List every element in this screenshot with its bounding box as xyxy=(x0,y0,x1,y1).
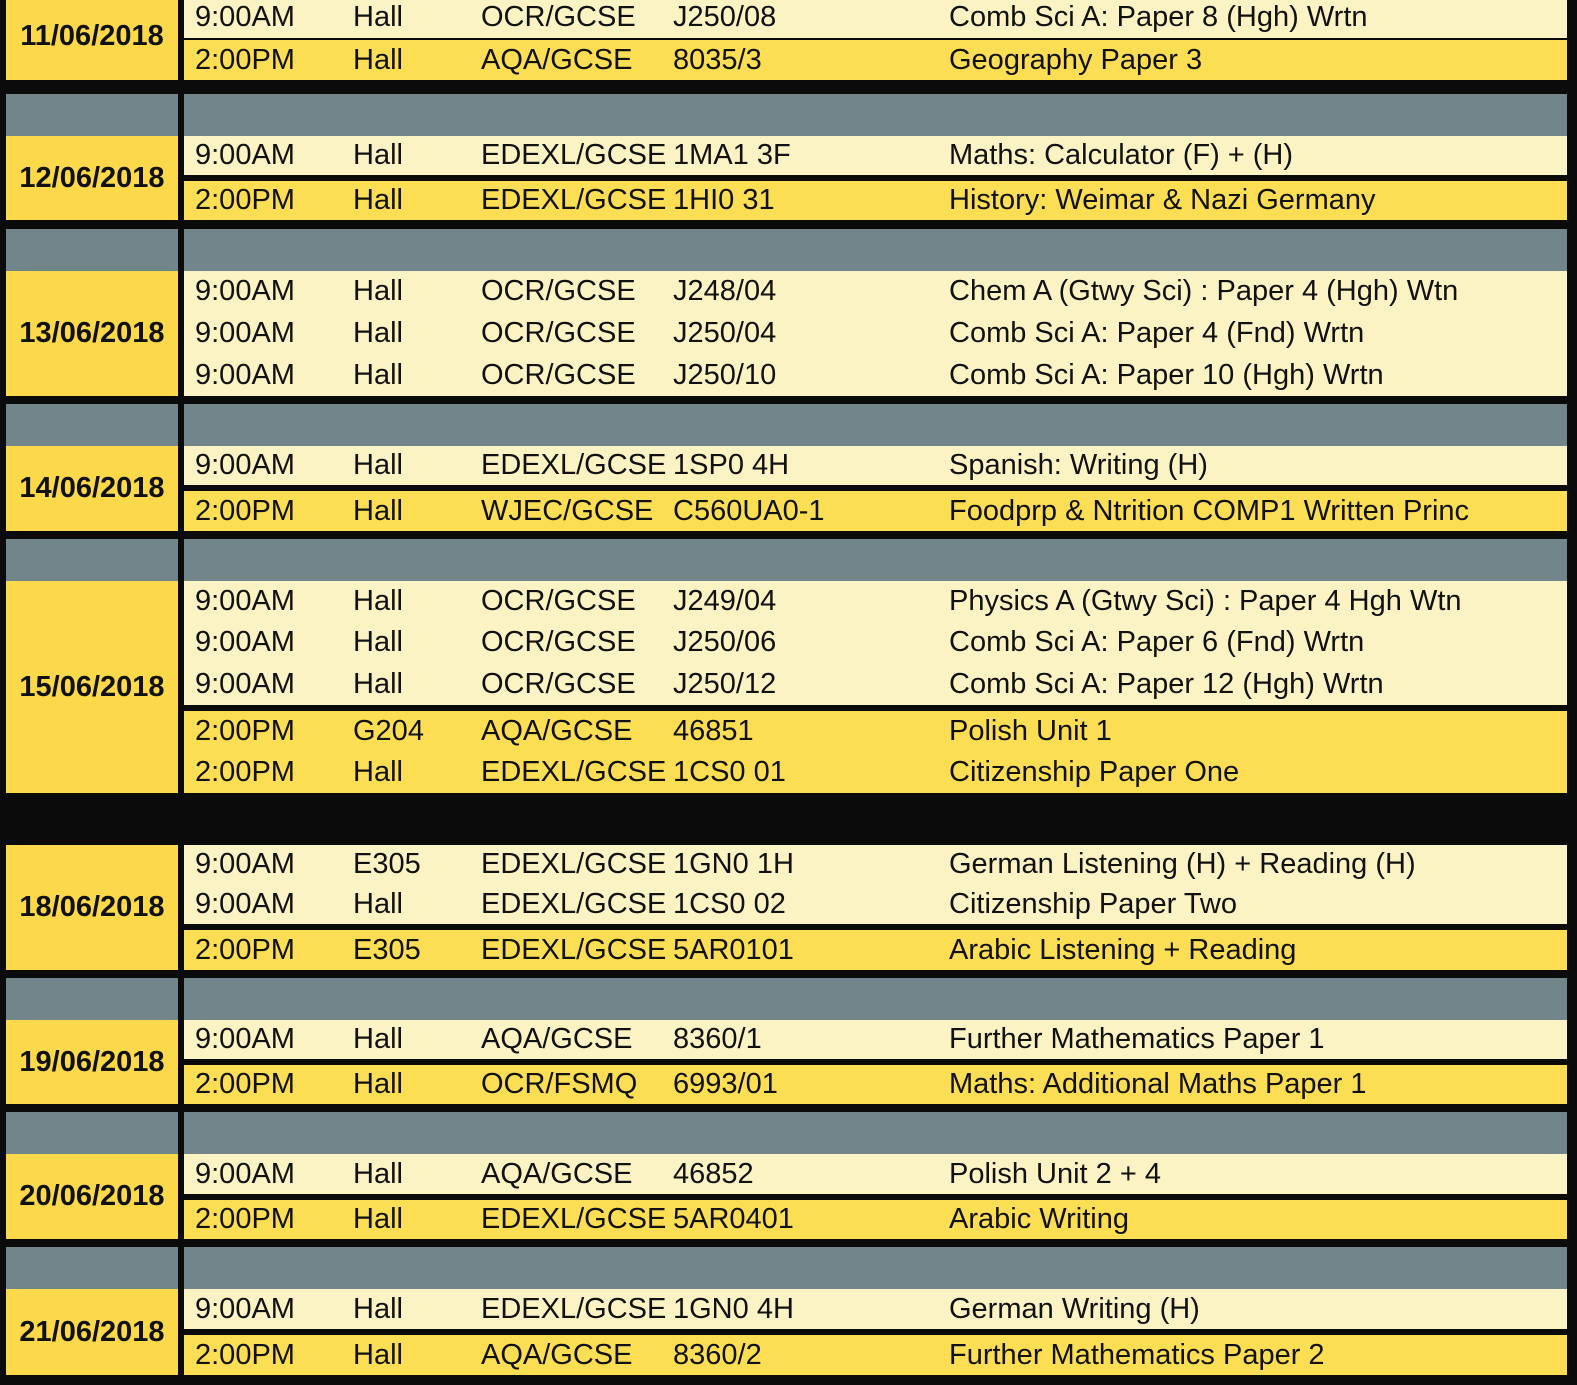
exam-board: EDEXL/GCSE xyxy=(481,933,667,966)
exam-board: OCR/GCSE xyxy=(481,275,636,308)
separator-right xyxy=(184,229,1567,271)
day-block xyxy=(0,136,1577,220)
exam-board: OCR/GCSE xyxy=(481,358,636,391)
separator-right xyxy=(184,1112,1567,1154)
exam-code: 1CS0 02 xyxy=(673,887,786,920)
exam-room: Hall xyxy=(353,887,403,920)
exam-title: Comb Sci A: Paper 6 (Fnd) Wrtn xyxy=(949,626,1365,659)
exam-title: Further Mathematics Paper 2 xyxy=(949,1338,1325,1371)
exam-code: 1GN0 1H xyxy=(673,848,794,881)
exam-code: J250/12 xyxy=(673,667,777,700)
day-date: 12/06/2018 xyxy=(6,136,178,220)
day-separator xyxy=(0,1112,1577,1154)
pm-session xyxy=(184,40,1567,80)
pm-session xyxy=(184,711,1567,793)
exam-row xyxy=(184,0,1567,38)
exam-board: EDEXL/GCSE xyxy=(481,756,667,788)
day-block xyxy=(0,271,1577,396)
separator-left xyxy=(6,797,178,839)
exam-room: Hall xyxy=(353,756,403,788)
day-separator xyxy=(0,978,1577,1020)
exam-code: 1CS0 01 xyxy=(673,756,786,788)
exam-code: 1MA1 3F xyxy=(673,139,791,171)
exam-row xyxy=(184,313,1567,355)
exam-title: Spanish: Writing (H) xyxy=(949,449,1208,481)
exam-title: Citizenship Paper Two xyxy=(949,887,1238,920)
exam-code: 5AR0101 xyxy=(673,933,794,966)
exam-code: J250/06 xyxy=(673,626,777,659)
exam-board: OCR/GCSE xyxy=(481,317,636,349)
day-block xyxy=(0,1020,1577,1104)
exam-code: J250/08 xyxy=(673,0,777,33)
day-separator xyxy=(0,797,1577,839)
exam-room: E305 xyxy=(353,848,421,881)
exam-room: Hall xyxy=(353,1203,403,1235)
exam-board: WJEC/GCSE xyxy=(481,494,654,527)
day-separator xyxy=(0,539,1577,581)
separator-right xyxy=(184,94,1567,136)
exam-title: History: Weimar & Nazi Germany xyxy=(949,184,1376,216)
day-block xyxy=(0,581,1577,793)
exam-row xyxy=(184,1020,1567,1059)
exam-time: 9:00AM xyxy=(195,1292,295,1325)
exam-room: G204 xyxy=(353,715,424,747)
separator-left xyxy=(6,229,178,271)
exam-title: Arabic Writing xyxy=(949,1203,1129,1235)
exam-time: 2:00PM xyxy=(195,1203,295,1235)
exam-row xyxy=(184,181,1567,220)
exam-title: Comb Sci A: Paper 4 (Fnd) Wrtn xyxy=(949,317,1365,349)
pm-session xyxy=(184,1200,1567,1239)
exam-title: Comb Sci A: Paper 8 (Hgh) Wrtn xyxy=(949,0,1368,33)
day-block xyxy=(0,1154,1577,1239)
exam-row xyxy=(184,1065,1567,1104)
exam-room: Hall xyxy=(353,43,403,76)
exam-row xyxy=(184,1200,1567,1239)
day-date: 14/06/2018 xyxy=(6,446,178,531)
exam-room: Hall xyxy=(353,317,403,349)
exam-room: Hall xyxy=(353,1292,403,1325)
exam-board: EDEXL/GCSE xyxy=(481,1203,667,1235)
exam-title: Maths: Calculator (F) + (H) xyxy=(949,139,1294,171)
exam-code: J248/04 xyxy=(673,275,777,308)
exam-row xyxy=(184,711,1567,752)
exam-code: 1HI0 31 xyxy=(673,184,775,216)
exam-time: 9:00AM xyxy=(195,317,295,349)
exam-title: Polish Unit 1 xyxy=(949,715,1112,747)
day-block xyxy=(0,845,1577,970)
exam-room: Hall xyxy=(353,585,403,618)
separator-right xyxy=(184,404,1567,446)
exam-title: German Writing (H) xyxy=(949,1292,1200,1325)
exam-room: Hall xyxy=(353,1338,403,1371)
exam-board: OCR/GCSE xyxy=(481,0,636,33)
exam-room: Hall xyxy=(353,275,403,308)
exam-time: 2:00PM xyxy=(195,933,295,966)
exam-time: 9:00AM xyxy=(195,1023,295,1055)
exam-time: 2:00PM xyxy=(195,1068,295,1100)
day-date: 19/06/2018 xyxy=(6,1020,178,1104)
exam-board: OCR/GCSE xyxy=(481,626,636,659)
exam-code: 8360/2 xyxy=(673,1338,762,1371)
exam-code: J250/04 xyxy=(673,317,777,349)
exam-board: AQA/GCSE xyxy=(481,1338,633,1371)
exam-time: 9:00AM xyxy=(195,358,295,391)
exam-title: Maths: Additional Maths Paper 1 xyxy=(949,1068,1367,1100)
pm-session xyxy=(184,1065,1567,1104)
exam-board: EDEXL/GCSE xyxy=(481,449,667,481)
am-session xyxy=(184,1289,1567,1329)
exam-room: Hall xyxy=(353,358,403,391)
exam-board: OCR/GCSE xyxy=(481,585,636,618)
exam-row xyxy=(184,1289,1567,1329)
exam-board: AQA/GCSE xyxy=(481,1157,633,1190)
exam-board: AQA/GCSE xyxy=(481,43,633,76)
exam-row xyxy=(184,491,1567,531)
exam-room: Hall xyxy=(353,449,403,481)
exam-room: Hall xyxy=(353,494,403,527)
day-separator xyxy=(0,229,1577,271)
separator-left xyxy=(6,539,178,581)
exam-time: 2:00PM xyxy=(195,1338,295,1371)
exam-title: Foodprp & Ntrition COMP1 Written Princ xyxy=(949,494,1470,527)
exam-room: Hall xyxy=(353,0,403,33)
exam-board: EDEXL/GCSE xyxy=(481,184,667,216)
exam-room: Hall xyxy=(353,1157,403,1190)
exam-board: AQA/GCSE xyxy=(481,1023,633,1055)
exam-title: Comb Sci A: Paper 10 (Hgh) Wrtn xyxy=(949,358,1384,391)
exam-row xyxy=(184,1335,1567,1375)
separator-left xyxy=(6,1247,178,1289)
separator-left xyxy=(6,404,178,446)
exam-row xyxy=(184,136,1567,175)
exam-time: 9:00AM xyxy=(195,626,295,659)
separator-right xyxy=(184,797,1567,839)
am-session xyxy=(184,581,1567,705)
exam-time: 9:00AM xyxy=(195,667,295,700)
separator-left xyxy=(6,978,178,1020)
exam-board: EDEXL/GCSE xyxy=(481,139,667,171)
am-session xyxy=(184,845,1567,924)
exam-room: Hall xyxy=(353,184,403,216)
exam-code: C560UA0-1 xyxy=(673,494,825,527)
exam-code: 1GN0 4H xyxy=(673,1292,794,1325)
exam-row xyxy=(184,581,1567,622)
exam-code: 8360/1 xyxy=(673,1023,762,1055)
am-session xyxy=(184,271,1567,396)
exam-time: 2:00PM xyxy=(195,43,295,76)
day-date: 21/06/2018 xyxy=(6,1289,178,1375)
exam-title: Arabic Listening + Reading xyxy=(949,933,1297,966)
exam-time: 2:00PM xyxy=(195,494,295,527)
day-date: 18/06/2018 xyxy=(6,845,178,970)
am-session xyxy=(184,136,1567,175)
exam-code: 5AR0401 xyxy=(673,1203,794,1235)
day-date: 13/06/2018 xyxy=(6,271,178,396)
exam-time: 2:00PM xyxy=(195,715,295,747)
exam-board: OCR/FSMQ xyxy=(481,1068,638,1100)
exam-time: 9:00AM xyxy=(195,585,295,618)
exam-room: Hall xyxy=(353,1068,403,1100)
exam-title: Comb Sci A: Paper 12 (Hgh) Wrtn xyxy=(949,667,1384,700)
separator-left xyxy=(6,94,178,136)
pm-session xyxy=(184,491,1567,531)
exam-board: EDEXL/GCSE xyxy=(481,887,667,920)
separator-right xyxy=(184,978,1567,1020)
exam-room: Hall xyxy=(353,626,403,659)
exam-row xyxy=(184,271,1567,313)
day-date: 20/06/2018 xyxy=(6,1154,178,1239)
exam-time: 9:00AM xyxy=(195,0,295,33)
day-block xyxy=(0,0,1577,80)
exam-time: 9:00AM xyxy=(195,848,295,881)
exam-row xyxy=(184,845,1567,885)
exam-code: 1SP0 4H xyxy=(673,449,790,481)
exam-board: EDEXL/GCSE xyxy=(481,1292,667,1325)
exam-title: Chem A (Gtwy Sci) : Paper 4 (Hgh) Wtn xyxy=(949,275,1459,308)
pm-session xyxy=(184,930,1567,970)
exam-room: Hall xyxy=(353,1023,403,1055)
exam-time: 2:00PM xyxy=(195,184,295,216)
exam-time: 9:00AM xyxy=(195,139,295,171)
exam-row xyxy=(184,885,1567,925)
am-session xyxy=(184,1154,1567,1194)
day-block xyxy=(0,446,1577,531)
separator-right xyxy=(184,539,1567,581)
exam-time: 9:00AM xyxy=(195,1157,295,1190)
exam-code: 46852 xyxy=(673,1157,754,1190)
exam-room: Hall xyxy=(353,667,403,700)
exam-time: 2:00PM xyxy=(195,756,295,788)
exam-title: Further Mathematics Paper 1 xyxy=(949,1023,1325,1055)
day-block xyxy=(0,1289,1577,1375)
day-date: 15/06/2018 xyxy=(6,581,178,793)
day-separator xyxy=(0,94,1577,136)
exam-board: EDEXL/GCSE xyxy=(481,848,667,881)
exam-row xyxy=(184,1154,1567,1194)
am-session xyxy=(184,0,1567,38)
exam-row xyxy=(184,752,1567,793)
exam-title: Polish Unit 2 + 4 xyxy=(949,1157,1161,1190)
pm-session xyxy=(184,1335,1567,1375)
exam-row xyxy=(184,622,1567,663)
day-date: 11/06/2018 xyxy=(6,0,178,80)
exam-code: J250/10 xyxy=(673,358,777,391)
day-separator xyxy=(0,1247,1577,1289)
separator-right xyxy=(184,1247,1567,1289)
exam-board: OCR/GCSE xyxy=(481,667,636,700)
exam-time: 9:00AM xyxy=(195,275,295,308)
exam-title: German Listening (H) + Reading (H) xyxy=(949,848,1416,881)
exam-time: 9:00AM xyxy=(195,449,295,481)
exam-title: Geography Paper 3 xyxy=(949,43,1203,76)
exam-room: E305 xyxy=(353,933,421,966)
am-session xyxy=(184,446,1567,485)
exam-code: J249/04 xyxy=(673,585,777,618)
exam-code: 46851 xyxy=(673,715,754,747)
exam-row xyxy=(184,446,1567,485)
am-session xyxy=(184,1020,1567,1059)
day-separator xyxy=(0,404,1577,446)
exam-code: 6993/01 xyxy=(673,1068,778,1100)
exam-title: Citizenship Paper One xyxy=(949,756,1240,788)
exam-code: 8035/3 xyxy=(673,43,762,76)
exam-row xyxy=(184,40,1567,80)
exam-title: Physics A (Gtwy Sci) : Paper 4 Hgh Wtn xyxy=(949,585,1462,618)
pm-session xyxy=(184,181,1567,220)
exam-row xyxy=(184,930,1567,970)
exam-time: 9:00AM xyxy=(195,887,295,920)
exam-row xyxy=(184,664,1567,705)
exam-board: AQA/GCSE xyxy=(481,715,633,747)
separator-left xyxy=(6,1112,178,1154)
exam-row xyxy=(184,354,1567,396)
exam-room: Hall xyxy=(353,139,403,171)
